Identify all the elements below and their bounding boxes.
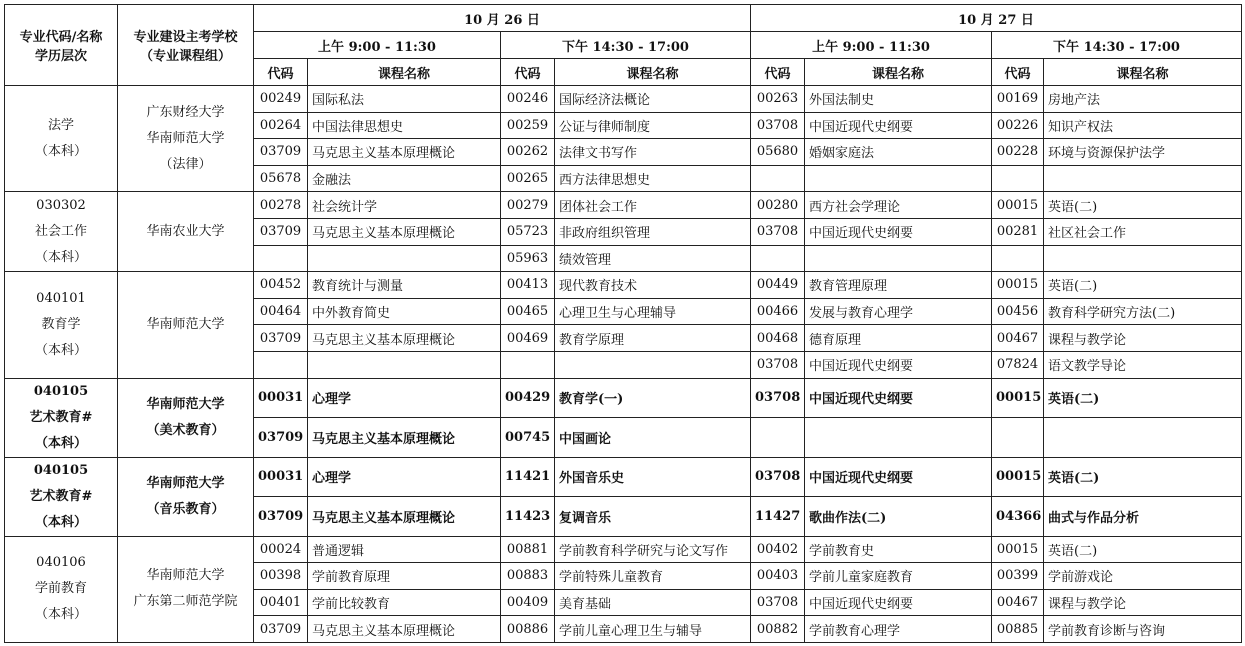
course-code-cell: 00226 [992, 112, 1044, 139]
course-name-cell: 英语(二) [1044, 457, 1242, 497]
course-code-cell: 00280 [751, 192, 805, 219]
course-code-cell: 00279 [501, 192, 555, 219]
day1-pm-header: 下午 14:30 - 17:00 [501, 32, 751, 59]
course-code-cell: 04366 [992, 497, 1044, 537]
course-code-cell: 07824 [992, 351, 1044, 378]
course-name-cell: 马克思主义基本原理概论 [308, 325, 501, 352]
course-code-cell: 00465 [501, 298, 555, 325]
course-name-cell [1044, 245, 1242, 272]
major-cell-line: 社会工作 [34, 223, 87, 239]
course-name-cell: 中国近现代史纲要 [805, 457, 992, 497]
course-code-cell: 00467 [992, 325, 1044, 352]
course-code-cell: 00031 [254, 457, 308, 497]
course-code-cell [501, 351, 555, 378]
major-cell [5, 536, 118, 642]
course-name-cell: 马克思主义基本原理概论 [308, 497, 501, 537]
course-name-cell: 外国法制史 [805, 86, 992, 113]
major-cell-line: 艺术教育# [29, 409, 93, 425]
course-name-cell: 英语(二) [1044, 272, 1242, 299]
course-code-cell: 03709 [254, 616, 308, 643]
course-name-cell: 外国音乐史 [555, 457, 751, 497]
school-cell [118, 536, 254, 642]
course-name-cell: 团体社会工作 [555, 192, 751, 219]
course-name-cell: 西方社会学理论 [805, 192, 992, 219]
course-code-cell: 00882 [751, 616, 805, 643]
course-code-cell: 00886 [501, 616, 555, 643]
course-code-cell: 00883 [501, 563, 555, 590]
course-name-cell: 马克思主义基本原理概论 [308, 616, 501, 643]
school-column-header [118, 5, 254, 86]
course-code-cell: 00246 [501, 86, 555, 113]
course-code-cell: 00881 [501, 536, 555, 563]
major-cell-line: 040105 [33, 383, 89, 399]
course-name-cell: 中国近现代史纲要 [805, 351, 992, 378]
major-cell-line: 法学 [47, 117, 74, 133]
exam-schedule-table [4, 4, 1242, 643]
school-cell-line: （音乐教育） [146, 501, 225, 517]
course-code-cell: 00402 [751, 536, 805, 563]
course-code-cell: 00228 [992, 139, 1044, 166]
course-code-cell: 03709 [254, 139, 308, 166]
course-name-cell [555, 351, 751, 378]
course-code-cell: 00398 [254, 563, 308, 590]
course-code-cell: 00015 [992, 457, 1044, 497]
course-name-cell [805, 245, 992, 272]
course-name-cell: 法律文书写作 [555, 139, 751, 166]
school-column-header-line1: 专业建设主考学校 [133, 30, 238, 45]
course-name-cell: 学前比较教育 [308, 589, 501, 616]
major-cell [5, 457, 118, 536]
table-row [5, 457, 1242, 497]
school-cell [118, 378, 254, 457]
course-name-header: 课程名称 [805, 59, 992, 86]
course-code-cell: 00464 [254, 298, 308, 325]
course-code-cell: 00262 [501, 139, 555, 166]
course-code-cell: 00265 [501, 165, 555, 192]
course-name-cell [805, 165, 992, 192]
day2-am-header: 上午 9:00 - 11:30 [751, 32, 992, 59]
course-name-cell: 中国近现代史纲要 [805, 218, 992, 245]
course-code-cell: 00278 [254, 192, 308, 219]
course-name-cell: 学前儿童心理卫生与辅导 [555, 616, 751, 643]
school-cell-line: 华南师范大学 [146, 568, 225, 584]
course-code-cell: 03709 [254, 418, 308, 458]
major-cell-line: （本科） [34, 435, 87, 451]
course-name-cell [805, 418, 992, 458]
course-name-cell [1044, 418, 1242, 458]
course-code-cell: 03708 [751, 378, 805, 418]
major-column-header-line1: 专业代码/名称 [19, 30, 103, 45]
course-code-cell: 00015 [992, 192, 1044, 219]
course-name-cell: 德育原理 [805, 325, 992, 352]
course-code-cell: 00399 [992, 563, 1044, 590]
course-code-cell [254, 245, 308, 272]
course-name-cell: 心理学 [308, 378, 501, 418]
course-code-cell [751, 165, 805, 192]
school-cell [118, 86, 254, 192]
course-name-cell [1044, 165, 1242, 192]
course-name-cell: 发展与教育心理学 [805, 298, 992, 325]
course-code-cell: 03709 [254, 325, 308, 352]
course-name-cell: 普通逻辑 [308, 536, 501, 563]
course-code-cell: 05680 [751, 139, 805, 166]
course-name-cell: 现代教育技术 [555, 272, 751, 299]
course-code-cell: 03708 [751, 112, 805, 139]
course-code-cell: 00249 [254, 86, 308, 113]
course-code-cell: 03708 [751, 351, 805, 378]
course-name-cell: 社区社会工作 [1044, 218, 1242, 245]
course-code-cell: 05723 [501, 218, 555, 245]
school-cell-line: （法律） [159, 156, 212, 172]
code-header: 代码 [992, 59, 1044, 86]
school-cell-line: （美术教育） [146, 422, 225, 438]
course-code-cell: 00401 [254, 589, 308, 616]
major-cell-line: （本科） [34, 249, 87, 265]
course-code-cell: 00452 [254, 272, 308, 299]
course-name-cell: 金融法 [308, 165, 501, 192]
course-name-cell: 语文教学导论 [1044, 351, 1242, 378]
major-cell [5, 86, 118, 192]
course-code-cell: 00403 [751, 563, 805, 590]
course-code-cell: 00466 [751, 298, 805, 325]
course-code-cell [992, 245, 1044, 272]
course-name-cell: 西方法律思想史 [555, 165, 751, 192]
school-cell [118, 457, 254, 536]
course-name-cell: 中国近现代史纲要 [805, 589, 992, 616]
school-cell-line: 华南师范大学 [146, 130, 225, 146]
table-body [5, 86, 1242, 643]
code-header: 代码 [254, 59, 308, 86]
course-code-cell: 00015 [992, 378, 1044, 418]
course-code-cell: 00264 [254, 112, 308, 139]
course-name-cell: 心理卫生与心理辅导 [555, 298, 751, 325]
course-name-cell: 英语(二) [1044, 192, 1242, 219]
course-code-cell: 00745 [501, 418, 555, 458]
school-cell-line: 广东第二师范学院 [133, 594, 238, 610]
course-name-cell: 教育学(一) [555, 378, 751, 418]
course-name-cell: 心理学 [308, 457, 501, 497]
code-header: 代码 [501, 59, 555, 86]
course-code-cell: 11421 [501, 457, 555, 497]
major-cell [5, 272, 118, 378]
course-name-cell: 马克思主义基本原理概论 [308, 218, 501, 245]
major-cell-line: （本科） [34, 342, 87, 358]
course-code-cell: 03709 [254, 218, 308, 245]
course-code-cell: 00031 [254, 378, 308, 418]
school-cell [118, 272, 254, 378]
course-code-cell: 00449 [751, 272, 805, 299]
course-name-cell: 教育统计与测量 [308, 272, 501, 299]
course-code-cell: 00263 [751, 86, 805, 113]
course-name-cell: 房地产法 [1044, 86, 1242, 113]
course-code-cell: 00169 [992, 86, 1044, 113]
course-name-cell [308, 245, 501, 272]
course-name-cell: 非政府组织管理 [555, 218, 751, 245]
day2-pm-header: 下午 14:30 - 17:00 [992, 32, 1242, 59]
course-name-cell: 中国画论 [555, 418, 751, 458]
course-name-cell: 绩效管理 [555, 245, 751, 272]
school-cell-line: 华南师范大学 [146, 475, 225, 491]
major-column-header-line2: 学历层次 [34, 49, 87, 64]
course-name-header: 课程名称 [308, 59, 501, 86]
course-code-cell: 00413 [501, 272, 555, 299]
course-name-cell: 学前游戏论 [1044, 563, 1242, 590]
course-name-cell: 婚姻家庭法 [805, 139, 992, 166]
course-name-header: 课程名称 [1044, 59, 1242, 86]
school-cell-line: 华南师范大学 [146, 316, 225, 332]
exam-schedule [4, 4, 1242, 643]
course-name-cell: 学前教育诊断与咨询 [1044, 616, 1242, 643]
course-code-cell: 00024 [254, 536, 308, 563]
course-name-cell: 公证与律师制度 [555, 112, 751, 139]
major-cell-line: 040105 [33, 462, 89, 478]
course-code-cell: 00456 [992, 298, 1044, 325]
course-name-cell: 中国近现代史纲要 [805, 112, 992, 139]
school-cell [118, 192, 254, 272]
major-cell [5, 192, 118, 272]
course-name-cell: 中国近现代史纲要 [805, 378, 992, 418]
course-code-cell: 11427 [751, 497, 805, 537]
course-name-cell: 学前教育科学研究与论文写作 [555, 536, 751, 563]
day1-am-header: 上午 9:00 - 11:30 [254, 32, 501, 59]
course-name-cell: 学前教育心理学 [805, 616, 992, 643]
major-cell-line: 学前教育 [34, 581, 87, 597]
day2-header: 10 月 27 日 [751, 5, 1242, 32]
course-name-cell: 教育管理原理 [805, 272, 992, 299]
table-row [5, 536, 1242, 563]
table-row [5, 378, 1242, 418]
course-code-cell: 00015 [992, 536, 1044, 563]
course-name-cell: 歌曲作法(二) [805, 497, 992, 537]
course-code-cell: 05963 [501, 245, 555, 272]
table-row [5, 192, 1242, 219]
code-header: 代码 [751, 59, 805, 86]
course-name-cell: 学前教育原理 [308, 563, 501, 590]
course-code-cell [992, 165, 1044, 192]
course-name-cell: 教育学原理 [555, 325, 751, 352]
school-cell-line: 华南农业大学 [146, 223, 225, 239]
course-code-cell: 03709 [254, 497, 308, 537]
major-cell-line: （本科） [34, 514, 87, 530]
course-name-cell: 知识产权法 [1044, 112, 1242, 139]
course-code-cell: 00015 [992, 272, 1044, 299]
day1-header: 10 月 26 日 [254, 5, 751, 32]
course-name-cell: 国际私法 [308, 86, 501, 113]
course-code-cell: 11423 [501, 497, 555, 537]
course-name-cell [308, 351, 501, 378]
course-name-cell: 社会统计学 [308, 192, 501, 219]
major-cell [5, 378, 118, 457]
major-cell-line: （本科） [34, 143, 87, 159]
course-name-cell: 马克思主义基本原理概论 [308, 418, 501, 458]
course-code-cell: 00885 [992, 616, 1044, 643]
table-header [5, 5, 1242, 86]
major-cell-line: 艺术教育# [29, 488, 93, 504]
major-cell-line: 040101 [36, 290, 86, 306]
course-name-cell: 学前儿童家庭教育 [805, 563, 992, 590]
major-cell-line: 040106 [36, 555, 86, 571]
course-code-cell: 00468 [751, 325, 805, 352]
course-name-cell: 曲式与作品分析 [1044, 497, 1242, 537]
course-code-cell: 03708 [751, 457, 805, 497]
school-cell-line: 华南师范大学 [146, 396, 225, 412]
course-name-cell: 美育基础 [555, 589, 751, 616]
course-code-cell: 05678 [254, 165, 308, 192]
course-name-cell: 复调音乐 [555, 497, 751, 537]
course-name-cell: 环境与资源保护法学 [1044, 139, 1242, 166]
course-code-cell: 00281 [992, 218, 1044, 245]
course-code-cell: 00259 [501, 112, 555, 139]
course-code-cell: 03708 [751, 589, 805, 616]
course-name-cell: 国际经济法概论 [555, 86, 751, 113]
course-name-cell: 马克思主义基本原理概论 [308, 139, 501, 166]
course-code-cell: 00467 [992, 589, 1044, 616]
course-name-cell: 课程与教学论 [1044, 589, 1242, 616]
course-name-cell: 课程与教学论 [1044, 325, 1242, 352]
table-row [5, 272, 1242, 299]
major-cell-line: 030302 [36, 197, 86, 213]
course-code-cell [751, 245, 805, 272]
course-name-cell: 学前特殊儿童教育 [555, 563, 751, 590]
major-cell-line: （本科） [34, 607, 87, 623]
course-code-cell [254, 351, 308, 378]
course-code-cell [992, 418, 1044, 458]
course-code-cell: 00429 [501, 378, 555, 418]
major-column-header [5, 5, 118, 86]
course-code-cell: 00409 [501, 589, 555, 616]
course-name-cell: 中国法律思想史 [308, 112, 501, 139]
course-code-cell: 03708 [751, 218, 805, 245]
school-cell-line: 广东财经大学 [146, 104, 225, 120]
major-cell-line: 教育学 [41, 316, 81, 332]
course-name-cell: 教育科学研究方法(二) [1044, 298, 1242, 325]
course-code-cell [751, 418, 805, 458]
course-name-header: 课程名称 [555, 59, 751, 86]
course-code-cell: 00469 [501, 325, 555, 352]
course-name-cell: 学前教育史 [805, 536, 992, 563]
table-row [5, 86, 1242, 113]
course-name-cell: 英语(二) [1044, 536, 1242, 563]
course-name-cell: 中外教育简史 [308, 298, 501, 325]
course-name-cell: 英语(二) [1044, 378, 1242, 418]
school-column-header-line2: （专业课程组） [139, 49, 231, 64]
